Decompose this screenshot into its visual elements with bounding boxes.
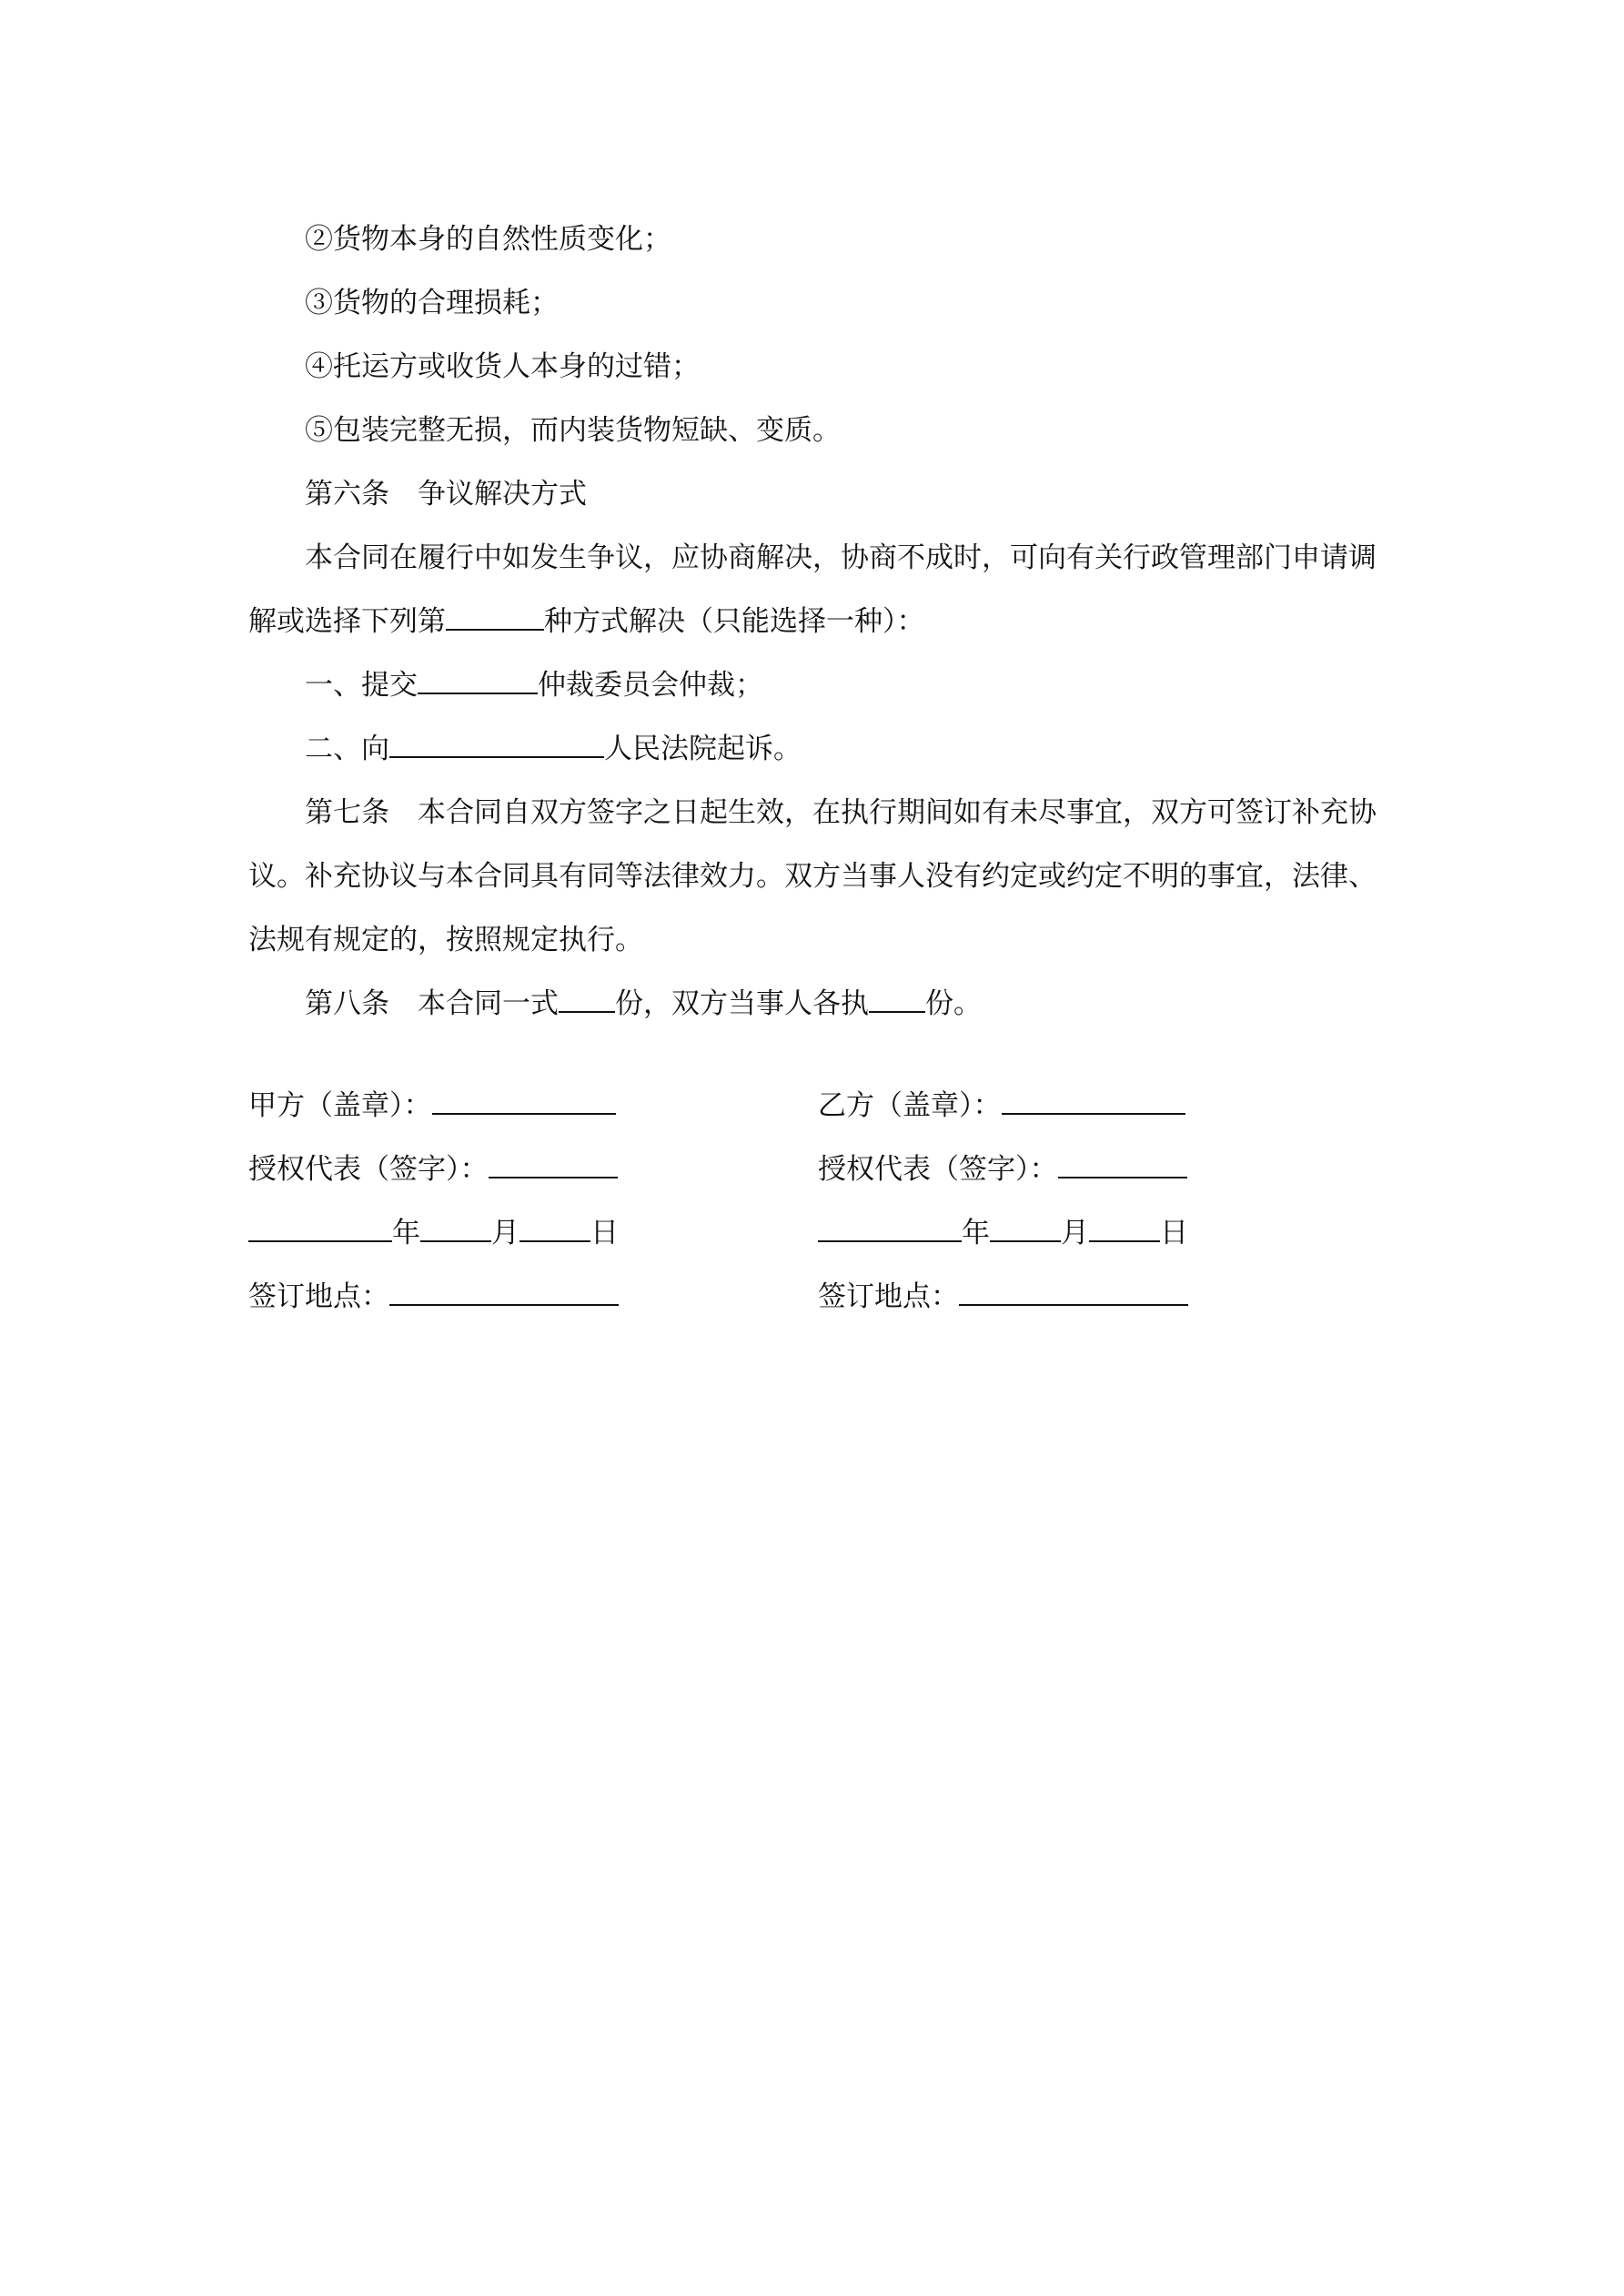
article-6-line-1: 本合同在履行中如发生争议，应协商解决，协商不成时，可向有关行政管理部门申请调 <box>305 541 1377 574</box>
article-8-text-a: 第八条 本合同一式 <box>305 987 559 1020</box>
item-3: ③货物的合理损耗； <box>305 287 559 319</box>
article-6-line-2-text-a: 解或选择下列第 <box>248 605 446 638</box>
party-b-year-label: 年 <box>962 1217 990 1249</box>
party-b-seal <box>818 1074 1236 1138</box>
article-6-paragraph <box>248 526 1386 653</box>
arbitration-committee-blank <box>418 671 538 694</box>
option-court <box>248 717 1386 781</box>
party-b-year-blank <box>818 1219 962 1242</box>
party-b-day-label: 日 <box>1160 1217 1188 1249</box>
party-b-place <box>818 1265 1236 1329</box>
party-b-place-blank <box>959 1282 1188 1306</box>
party-a-place <box>248 1265 667 1329</box>
party-a-place-label: 签订地点： <box>248 1280 389 1313</box>
party-b-rep-label: 授权代表（签字）： <box>818 1153 1058 1186</box>
copies-total-blank <box>559 989 615 1013</box>
option-arbitration-text-b: 仲裁委员会仲裁； <box>538 669 763 702</box>
party-a-rep-blank <box>489 1155 618 1178</box>
article-8 <box>248 972 1386 1036</box>
article-7-line-2: 议。补充协议与本合同具有同等法律效力。双方当事人没有约定或约定不明的事宜，法律、 <box>248 860 1377 893</box>
party-a-place-blank <box>389 1282 619 1306</box>
party-b-seal-blank <box>1002 1091 1185 1115</box>
contract-body <box>248 207 1386 1036</box>
party-b-date <box>818 1201 1236 1265</box>
party-a-signature <box>248 1074 667 1329</box>
party-a-day-label: 日 <box>590 1217 619 1249</box>
article-8-text-b: 份，双方当事人各执 <box>615 987 869 1020</box>
option-court-text-b: 人民法院起诉。 <box>604 733 802 765</box>
party-a-seal <box>248 1074 667 1138</box>
article-6-line-2 <box>248 590 1386 653</box>
article-7-paragraph <box>248 781 1386 972</box>
method-number-blank <box>446 607 544 631</box>
party-b-month-blank <box>990 1219 1061 1242</box>
court-name-blank <box>389 734 604 758</box>
party-a-rep <box>248 1138 667 1201</box>
party-a-year-blank <box>248 1219 392 1242</box>
party-a-month-blank <box>420 1219 491 1242</box>
copies-each-blank <box>869 989 925 1013</box>
party-a-date <box>248 1201 667 1265</box>
party-b-place-label: 签订地点： <box>818 1280 959 1313</box>
option-court-text-a: 二、向 <box>305 733 389 765</box>
party-b-signature <box>818 1074 1236 1329</box>
article-7-line-3: 法规有规定的，按照规定执行。 <box>248 924 643 956</box>
party-a-rep-label: 授权代表（签字）： <box>248 1153 489 1186</box>
party-a-month-label: 月 <box>491 1217 519 1249</box>
option-arbitration <box>248 653 1386 717</box>
party-a-seal-label: 甲方（盖章）： <box>248 1089 432 1122</box>
party-b-rep-blank <box>1058 1155 1187 1178</box>
item-5: ⑤包装完整无损，而内装货物短缺、变质。 <box>305 414 841 447</box>
party-a-year-label: 年 <box>392 1217 420 1249</box>
item-4: ④托运方或收货人本身的过错； <box>305 350 700 383</box>
option-arbitration-text-a: 一、提交 <box>305 669 418 702</box>
party-b-month-label: 月 <box>1061 1217 1089 1249</box>
party-b-rep <box>818 1138 1236 1201</box>
article-8-text-c: 份。 <box>925 987 982 1020</box>
article-6-line-2-text-b: 种方式解决（只能选择一种）： <box>544 605 925 638</box>
party-b-seal-label: 乙方（盖章）： <box>818 1089 1002 1122</box>
article-6-heading: 第六条 争议解决方式 <box>305 478 587 511</box>
article-7-line-1: 第七条 本合同自双方签字之日起生效，在执行期间如有未尽事宜，双方可签订补充协 <box>305 796 1377 829</box>
party-b-day-blank <box>1089 1219 1160 1242</box>
item-2: ②货物本身的自然性质变化； <box>305 223 671 256</box>
party-a-seal-blank <box>432 1091 616 1115</box>
party-a-day-blank <box>519 1219 590 1242</box>
